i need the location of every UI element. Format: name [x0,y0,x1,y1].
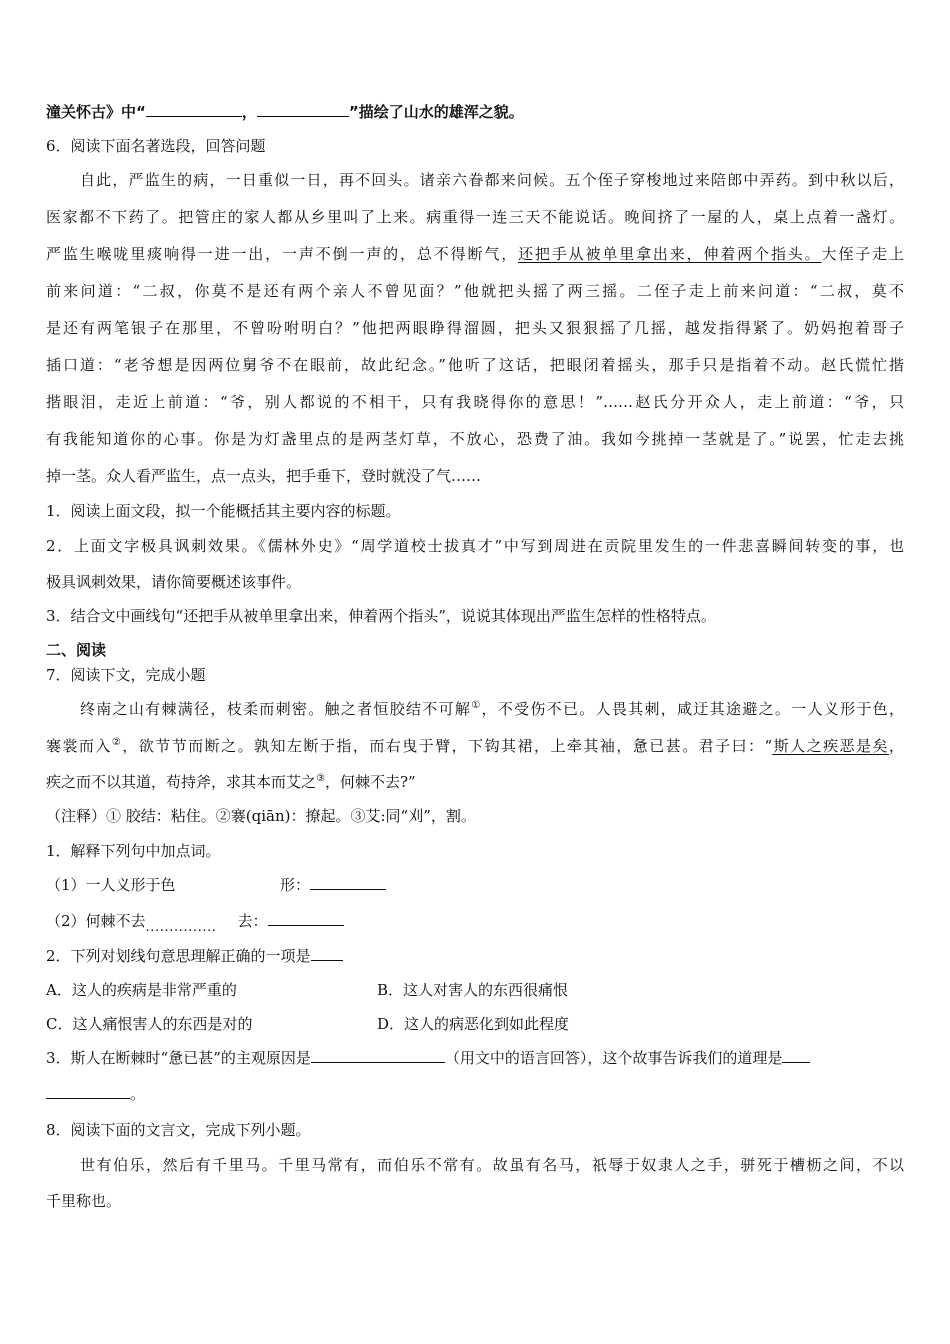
q7-item-1-label: （1）一人义形于色 [46,876,176,894]
q7-subquestion-1: 1．解释下列句中加点词。 [46,842,221,860]
q6-passage-line-3b: 大侄子走上 [821,245,904,263]
q7-subquestion-2 [46,946,343,966]
q7-passage-line-2b: ，欲节节而断之。孰知左断于指，而右曳于臂，下钩其裙，上牵其袖，惫已甚。君子曰：“ [122,737,773,755]
q7-passage-line-2a: 褰裳而入 [46,737,112,755]
q7-item-2-word: 去： [237,912,268,930]
q8-passage-line-1: 世有伯乐，然后有千里马。千里马常有，而伯乐不常有。故虽有名马，祇辱于奴隶人之手，骈死于槽枥之间，不以 [80,1156,904,1174]
q7-passage-line-1 [80,699,904,719]
q6-underlined-sentence: 还把手从被单里拿出来，伸着两个指头。 [518,245,822,263]
section-2-heading: 二、阅读 [46,641,107,659]
q7-option-a[interactable]: A．这人的疾病是非常严重的 [46,981,237,999]
note-marker-2: ② [111,737,123,748]
q6-passage-line-3 [46,244,904,264]
q7-item-2 [46,911,344,931]
q5-blank-1[interactable] [146,102,242,117]
q7-subquestion-3-a: 3．斯人在断棘时“惫已甚”的主观原因是 [46,1049,311,1067]
q7-subquestion-3-end: 。 [130,1085,146,1103]
q7-item-1-blank[interactable] [310,875,386,890]
q6-passage-line-3a: 严监生喉咙里痰响得一进一出，一声不倒一声的，总不得断气， [46,245,519,263]
q6-passage-line-2: 医家都不下药了。把管庄的家人都从乡里叫了上来。病重得一连三天不能说话。晚间挤了一屋的人，桌上点着一盏灯。 [46,208,904,226]
q7-passage-line-3b: ，何棘不去?” [324,773,416,791]
q7-subquestion-3-blank-1[interactable] [311,1048,445,1063]
q6-heading: 6．阅读下面名著选段，回答问题 [46,137,266,155]
q5-tail-line [46,102,524,122]
q5-prefix: 潼关怀古》中“ [46,103,146,121]
q6-passage-line-1: 自此，严监生的病，一日重似一日，再不回头。诸亲六眷都来问候。五个侄子穿梭地过来陪郎中弄药。到中秋以后， [80,171,904,189]
note-marker-1: ① [471,700,482,711]
q6-subquestion-2-line-1: 2．上面文字极具讽刺效果。《儒林外史》“周学道校士拔真才”中写到周进在贡院里发生的一件悲喜瞬间转变的事，也 [46,537,904,555]
q7-option-d[interactable]: D．这人的病恶化到如此程度 [377,1015,570,1033]
q8-passage-line-2: 千里称也。 [46,1192,122,1210]
q7-subquestion-3-blank-2b[interactable] [46,1084,130,1099]
q7-passage-line-2c: ， [888,737,904,755]
q7-item-1 [46,875,386,895]
q7-passage-line-1b: ，不受伤不已。人畏其刺，咸迂其途避之。一人义形于色， [481,700,904,718]
q5-sep: ， [241,103,257,121]
dotted-leader [146,912,238,926]
q7-item-2-blank[interactable] [268,911,344,926]
q7-option-c[interactable]: C．这人痛恨害人的东西是对的 [46,1015,253,1033]
q5-blank-2[interactable] [257,102,349,117]
q6-subquestion-1: 1．阅读上面文段，拟一个能概括其主要内容的标题。 [46,502,401,520]
q6-subquestion-3: 3．结合文中画线句“还把手从被单里拿出来，伸着两个指头”，说说其体现出严监生怎样的性格特点。 [46,607,716,625]
q6-subquestion-2-line-2: 极具讽刺效果，请你简要概述该事件。 [46,573,302,591]
q6-passage-line-5: 是还有两笔银子在那里，不曾吩咐明白？”他把两眼睁得溜圆，把头又狠狠摇了几摇，越发指得紧了。奶妈抱着哥子 [46,319,904,337]
q7-item-2-label: （2）何棘不去 [46,912,146,930]
q7-subquestion-3-line-2 [46,1084,145,1104]
q7-underlined-sentence: 斯人之疾恶是矣 [772,737,889,755]
q7-subquestion-2-text: 2．下列对划线句意思理解正确的一项是 [46,947,311,965]
q6-passage-line-9: 掉一茎。众人看严监生，点一点头，把手垂下，登时就没了气…… [46,467,482,485]
q7-option-b[interactable]: B．这人对害人的东西很痛恨 [377,981,569,999]
q6-passage-line-7: 揩眼泪，走近上前道：“爷，别人都说的不相干，只有我晓得你的意思！”……赵氏分开众人，走上前道：“爷，只 [46,393,904,411]
q7-passage-line-1a: 终南之山有棘满径，枝柔而刺密。触之者恒胶结不可解 [80,700,472,718]
q7-passage-line-2 [46,736,904,756]
note-marker-3: ③ [316,773,325,784]
q7-passage-line-3 [46,772,416,792]
q7-subquestion-2-blank[interactable] [311,946,343,961]
q5-suffix: ”描绘了山水的雄浑之貌。 [348,103,524,121]
q8-heading: 8．阅读下面的文言文，完成下列小题。 [46,1121,311,1139]
q7-heading: 7．阅读下文，完成小题 [46,666,206,684]
q7-notes: （注释）① 胶结：粘住。②褰(qiān)：撩起。③艾:同“刈”，割。 [46,807,476,825]
q7-subquestion-3-b: （用文中的语言回答），这个故事告诉我们的道理是 [444,1049,783,1067]
q7-item-1-word: 形： [280,876,311,894]
q7-passage-line-3a: 疾之而不以其道，苟持斧，求其本而艾之 [46,773,317,791]
q6-passage-line-8: 有我能知道你的心事。你是为灯盏里点的是两茎灯草，不放心，恐费了油。我如今挑掉一茎就是了。”说罢，忙走去挑 [46,430,904,448]
q6-passage-line-4: 前来问道：“二叔，你莫不是还有两个亲人不曾见面？”他就把头摇了两三摇。二侄子走上前来问道：“二叔，莫不 [46,282,904,300]
q7-subquestion-3-line-1 [46,1048,810,1068]
q6-passage-line-6: 插口道：“老爷想是因两位舅爷不在眼前，故此纪念。”他听了这话，把眼闭着摇头，那手只是指着不动。赵氏慌忙揩 [46,356,904,374]
q7-subquestion-3-blank-2a[interactable] [782,1048,810,1063]
